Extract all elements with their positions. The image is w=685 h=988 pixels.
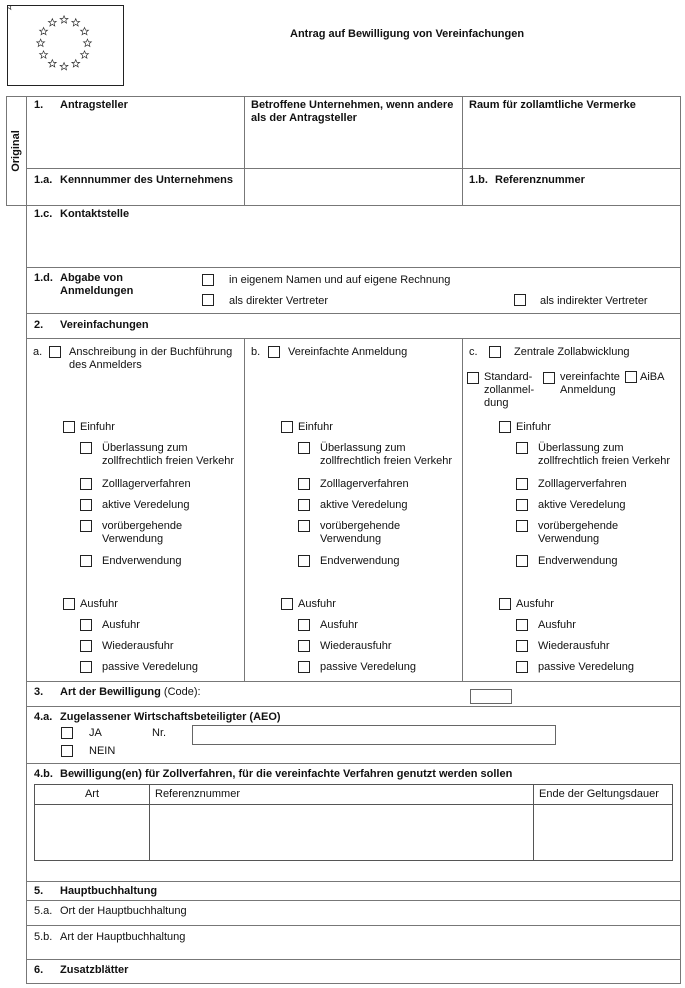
direct-representative-label: als direkter Vertreter — [229, 295, 329, 307]
col-b-re-export-label: Wiederausfuhr — [320, 640, 392, 652]
divider — [26, 681, 681, 682]
column-header-expiry: Ende der Geltungsdauer — [539, 788, 659, 800]
col-b-inward-processing-label: aktive Veredelung — [320, 499, 408, 511]
col-a-export-checkbox[interactable] — [80, 619, 92, 631]
col-c-release-free-circulation-label: Überlassung zum zollfrechtlich freien Verkehr — [538, 442, 671, 467]
col-b-release-free-circulation-label: Überlassung zum zollfrechtlich freien Verkehr — [320, 442, 453, 467]
col-c-customs-warehousing-checkbox[interactable] — [516, 478, 528, 490]
simplified-declaration-label: Vereinfachte Anmeldung — [288, 346, 408, 358]
aeo-number-label: Nr. — [152, 727, 167, 739]
col-b-export-group-checkbox[interactable] — [281, 598, 293, 610]
col-a-temporary-admission-label: vorübergehende Verwendung — [102, 520, 183, 545]
col-c-export-label: Ausfuhr — [538, 619, 576, 631]
col-c-release-free-circulation-checkbox[interactable] — [516, 442, 528, 454]
col-b-export-group-label: Ausfuhr — [298, 598, 336, 610]
authorisations-table — [34, 784, 673, 861]
divider — [26, 959, 681, 960]
aiba-checkbox[interactable] — [625, 371, 637, 383]
aeo-yes-checkbox[interactable] — [61, 727, 73, 739]
col-b-outward-processing-checkbox[interactable] — [298, 661, 310, 673]
indirect-representative-checkbox[interactable] — [514, 294, 526, 306]
section-1a-company-id: 1.a. Kennnummer des Unternehmens — [34, 174, 233, 186]
divider — [26, 205, 681, 206]
contact-field[interactable] — [27, 222, 679, 266]
divider — [26, 706, 681, 707]
col-a-import-checkbox[interactable] — [63, 421, 75, 433]
centralised-clearance-label: Zentrale Zollabwicklung — [514, 346, 630, 358]
col-b-inward-processing-checkbox[interactable] — [298, 499, 310, 511]
centralised-clearance-checkbox[interactable] — [489, 346, 501, 358]
divider — [26, 900, 681, 901]
col-a-export-group-label: Ausfuhr — [80, 598, 118, 610]
col-a-outward-processing-label: passive Veredelung — [102, 661, 199, 673]
divider — [6, 96, 7, 206]
col-a-customs-warehousing-label: Zolllagerverfahren — [102, 478, 191, 490]
col-c-end-use-checkbox[interactable] — [516, 555, 528, 567]
col-c-customs-warehousing-label: Zolllagerverfahren — [538, 478, 627, 490]
divider — [680, 96, 681, 984]
col-b-customs-warehousing-label: Zolllagerverfahren — [320, 478, 409, 490]
col-a-end-use-checkbox[interactable] — [80, 555, 92, 567]
section-1d-declarations: 1.d. Abgabe von Anmeldungen — [34, 272, 134, 297]
divider — [26, 763, 681, 764]
aiba-label: AiBA — [640, 371, 665, 383]
col-c-end-use-label: Endverwendung — [538, 555, 618, 567]
col-b-export-checkbox[interactable] — [298, 619, 310, 631]
col-c-import-label: Einfuhr — [516, 421, 551, 433]
entry-in-records-checkbox[interactable] — [49, 346, 61, 358]
divider — [26, 267, 681, 268]
authorisation-code-input[interactable] — [470, 689, 512, 704]
col-c-outward-processing-checkbox[interactable] — [516, 661, 528, 673]
section-6-additional-sheets: 6. Zusatzblätter — [34, 964, 129, 976]
entry-in-records-label: Anschreibung in der Buchführung des Anmelders — [69, 346, 233, 371]
col-a-export-group-checkbox[interactable] — [63, 598, 75, 610]
aeo-no-label: NEIN — [89, 745, 116, 757]
option-c-letter: c. — [469, 346, 478, 358]
divider — [26, 925, 681, 926]
section-1-applicant: 1. Antragsteller — [34, 99, 128, 111]
company-id-field[interactable] — [245, 169, 461, 204]
col-c-inward-processing-checkbox[interactable] — [516, 499, 528, 511]
type-cell[interactable] — [36, 805, 148, 859]
col-a-release-free-circulation-checkbox[interactable] — [80, 442, 92, 454]
col-c-export-group-checkbox[interactable] — [499, 598, 511, 610]
simplified-c-checkbox[interactable] — [543, 372, 555, 384]
section-5-main-accounts: 5. Hauptbuchhaltung — [34, 885, 158, 897]
expiry-cell[interactable] — [534, 805, 671, 859]
col-a-outward-processing-checkbox[interactable] — [80, 661, 92, 673]
col-c-temporary-admission-label: vorübergehende Verwendung — [538, 520, 619, 545]
column-header-reference: Referenznummer — [155, 788, 240, 800]
form-title: Antrag auf Bewilligung von Vereinfachungen — [290, 28, 525, 40]
reference-cell[interactable] — [150, 805, 532, 859]
eu-flag-logo — [7, 5, 124, 86]
divider — [462, 96, 463, 206]
section-5a-accounts-location[interactable]: 5.a. Ort der Hauptbuchhaltung — [34, 905, 187, 917]
col-c-temporary-admission-checkbox[interactable] — [516, 520, 528, 532]
aeo-no-checkbox[interactable] — [61, 745, 73, 757]
col-a-customs-warehousing-checkbox[interactable] — [80, 478, 92, 490]
col-b-end-use-label: Endverwendung — [320, 555, 400, 567]
own-name-checkbox[interactable] — [202, 274, 214, 286]
divider — [26, 983, 681, 984]
eu-stars-icon — [8, 6, 123, 85]
divider — [6, 96, 681, 97]
aeo-yes-label: JA — [89, 727, 102, 739]
col-a-inward-processing-label: aktive Veredelung — [102, 499, 190, 511]
divider — [26, 881, 681, 882]
col-c-outward-processing-label: passive Veredelung — [538, 661, 635, 673]
col-a-end-use-label: Endverwendung — [102, 555, 182, 567]
affected-companies-label: Betroffene Unternehmen, wenn andere als der Antragsteller — [251, 99, 454, 124]
section-4b-authorisations: 4.b. Bewilligung(en) für Zollverfahren, für die vereinfachte Verfahren genutzt werden sollen — [34, 768, 513, 780]
col-c-export-checkbox[interactable] — [516, 619, 528, 631]
standard-declaration-label: Standard- zollanmel- dung — [484, 371, 535, 409]
affected-companies-field[interactable] — [245, 128, 461, 167]
section-2-simplifications: 2. Vereinfachungen — [34, 319, 149, 331]
divider — [462, 338, 463, 681]
col-b-customs-warehousing-checkbox[interactable] — [298, 478, 310, 490]
aeo-number-input[interactable] — [192, 725, 556, 745]
column-header-type: Art — [84, 788, 100, 800]
customs-notes-label: Raum für zollamtliche Vermerke — [469, 99, 636, 111]
col-a-release-free-circulation-label: Überlassung zum zollfrechtlich freien Verkehr — [102, 442, 235, 467]
col-a-inward-processing-checkbox[interactable] — [80, 499, 92, 511]
divider — [6, 205, 26, 206]
col-c-import-checkbox[interactable] — [499, 421, 511, 433]
applicant-field[interactable] — [27, 115, 243, 167]
option-b-letter: b. — [251, 346, 261, 358]
section-1b-reference: 1.b. Referenznummer — [469, 174, 585, 186]
section-4a-aeo: 4.a. Zugelassener Wirtschaftsbeteiligter (AEO) — [34, 711, 281, 723]
col-a-temporary-admission-checkbox[interactable] — [80, 520, 92, 532]
simplified-declaration-checkbox[interactable] — [268, 346, 280, 358]
section-3-authorisation-type: 3. Art der Bewilligung (Code): — [34, 686, 201, 698]
divider — [26, 338, 681, 339]
own-name-label: in eigenem Namen und auf eigene Rechnung — [229, 274, 451, 286]
col-c-re-export-label: Wiederausfuhr — [538, 640, 610, 652]
original-side-label: Original — [10, 130, 22, 172]
col-a-export-label: Ausfuhr — [102, 619, 140, 631]
col-b-export-label: Ausfuhr — [320, 619, 358, 631]
col-b-outward-processing-label: passive Veredelung — [320, 661, 417, 673]
divider — [26, 313, 681, 314]
col-a-import-label: Einfuhr — [80, 421, 115, 433]
col-b-release-free-circulation-checkbox[interactable] — [298, 442, 310, 454]
col-b-import-label: Einfuhr — [298, 421, 333, 433]
col-b-temporary-admission-label: vorübergehende Verwendung — [320, 520, 401, 545]
simplified-c-label: vereinfachte Anmeldung — [560, 371, 620, 396]
col-b-re-export-checkbox[interactable] — [298, 640, 310, 652]
col-c-export-group-label: Ausfuhr — [516, 598, 554, 610]
section-1c-contact: 1.c. Kontaktstelle — [34, 208, 130, 220]
col-b-temporary-admission-checkbox[interactable] — [298, 520, 310, 532]
divider — [244, 338, 245, 681]
option-a-letter: a. — [33, 346, 43, 358]
col-c-inward-processing-label: aktive Veredelung — [538, 499, 626, 511]
section-5b-accounts-type[interactable]: 5.b. Art der Hauptbuchhaltung — [34, 931, 186, 943]
col-a-re-export-label: Wiederausfuhr — [102, 640, 174, 652]
direct-representative-checkbox[interactable] — [202, 294, 214, 306]
col-b-import-checkbox[interactable] — [281, 421, 293, 433]
col-a-re-export-checkbox[interactable] — [80, 640, 92, 652]
indirect-representative-label: als indirekter Vertreter — [540, 295, 648, 307]
standard-declaration-checkbox[interactable] — [467, 372, 479, 384]
col-c-re-export-checkbox[interactable] — [516, 640, 528, 652]
col-b-end-use-checkbox[interactable] — [298, 555, 310, 567]
